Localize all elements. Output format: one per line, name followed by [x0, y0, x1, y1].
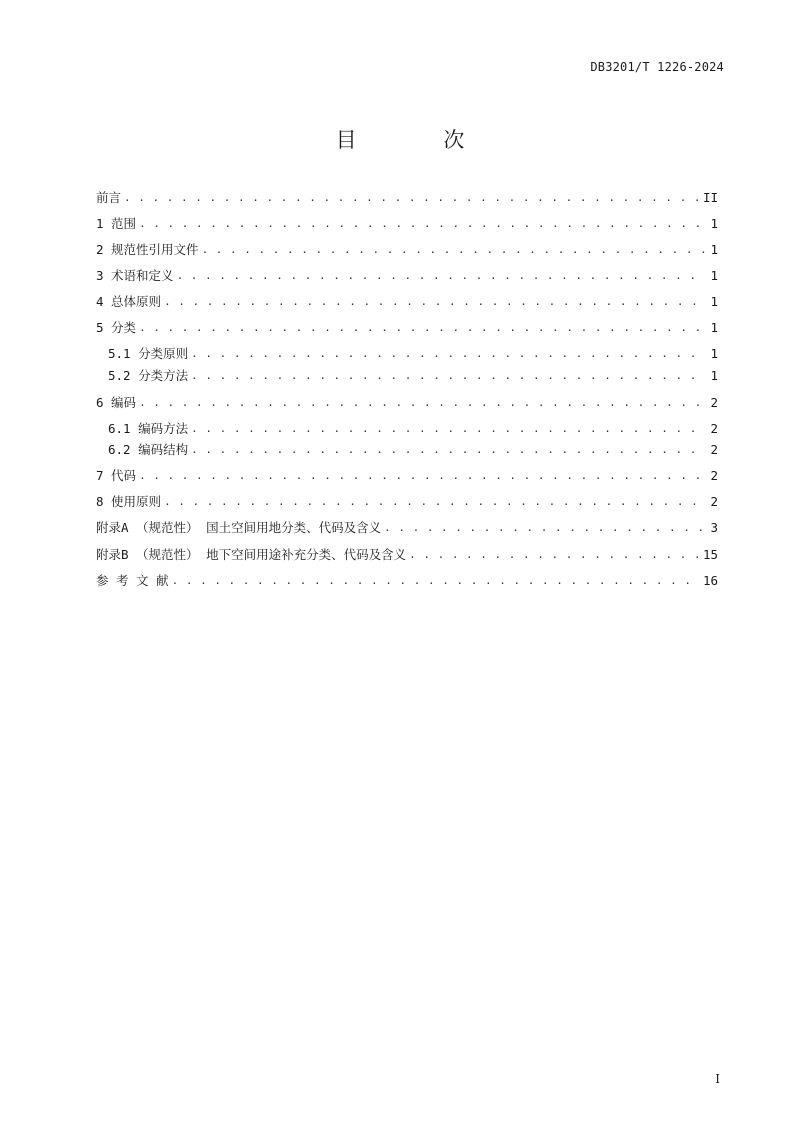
toc-dot-leader — [191, 442, 706, 458]
toc-entry-coding-structure[interactable] — [108, 442, 718, 458]
toc-entry-label: 3 术语和定义 — [96, 268, 174, 283]
toc-entry-page: 16 — [702, 573, 718, 588]
toc-entry-label: 6.1 编码方法 — [108, 421, 189, 436]
toc-entry-terms[interactable] — [96, 268, 718, 284]
toc-dot-leader — [124, 190, 699, 206]
toc-dot-leader — [177, 268, 707, 284]
toc-dot-leader — [139, 320, 706, 336]
toc-entry-page: 1 — [710, 320, 718, 335]
toc-entry-page: 2 — [710, 494, 718, 509]
toc-entry-scope[interactable] — [96, 216, 718, 232]
toc-entry-page: 1 — [710, 242, 718, 257]
toc-entry-page: 1 — [710, 346, 718, 361]
toc-entry-label: 4 总体原则 — [96, 294, 162, 309]
toc-entry-page: 3 — [710, 520, 718, 535]
toc-entry-classification-principles[interactable] — [108, 346, 718, 362]
toc-entry-label: 参 考 文 献 — [96, 573, 169, 588]
document-code: DB3201/T 1226-2024 — [590, 60, 724, 74]
toc-entry-label: 6 编码 — [96, 395, 137, 410]
toc-dot-leader — [139, 468, 706, 484]
toc-entry-page: 1 — [710, 368, 718, 383]
toc-entry-page: 1 — [710, 216, 718, 231]
toc-dot-leader — [409, 547, 699, 563]
toc-dot-leader — [139, 216, 706, 232]
toc-entry-appendix-b[interactable] — [96, 547, 718, 563]
toc-entry-foreword[interactable] — [96, 190, 718, 206]
toc-entry-label: 前言 — [96, 190, 122, 205]
toc-entry-label: 5.1 分类原则 — [108, 346, 189, 361]
toc-dot-leader — [191, 368, 706, 384]
toc-entry-label: 5 分类 — [96, 320, 137, 335]
toc-entry-label: 附录A （规范性） 国土空间用地分类、代码及含义 — [96, 520, 382, 535]
toc-entry-usage-principles[interactable] — [96, 494, 718, 510]
toc-dot-leader — [139, 395, 706, 411]
toc-entry-normative-references[interactable] — [96, 242, 718, 258]
toc-entry-page: 2 — [710, 395, 718, 410]
toc-entry-page: 2 — [710, 468, 718, 483]
toc-entry-label: 8 使用原则 — [96, 494, 162, 509]
toc-entry-codes[interactable] — [96, 468, 718, 484]
toc-entry-label: 6.2 编码结构 — [108, 442, 189, 457]
toc-dot-leader — [164, 494, 706, 510]
toc-entry-coding[interactable] — [96, 395, 718, 411]
toc-entry-page: II — [702, 190, 718, 205]
toc-dot-leader — [172, 573, 699, 589]
toc-entry-classification-methods[interactable] — [108, 368, 718, 384]
toc-entry-bibliography[interactable] — [96, 573, 718, 589]
toc-dot-leader — [202, 242, 707, 258]
toc-entry-coding-methods[interactable] — [108, 421, 718, 437]
toc-entry-page: 1 — [710, 294, 718, 309]
toc-entry-label: 5.2 分类方法 — [108, 368, 189, 383]
toc-entry-page: 1 — [710, 268, 718, 283]
toc-entry-general-principles[interactable] — [96, 294, 718, 310]
toc-entry-label: 附录B （规范性） 地下空间用途补充分类、代码及含义 — [96, 547, 407, 562]
toc-entry-label: 1 范围 — [96, 216, 137, 231]
toc-dot-leader — [164, 294, 706, 310]
toc-dot-leader — [191, 346, 706, 362]
toc-entry-page: 2 — [710, 442, 718, 457]
toc-entry-classification[interactable] — [96, 320, 718, 336]
page-number: I — [715, 1072, 720, 1086]
toc-dot-leader — [191, 421, 706, 437]
toc-entry-label: 7 代码 — [96, 468, 137, 483]
toc-dot-leader — [384, 520, 706, 536]
toc-entry-label: 2 规范性引用文件 — [96, 242, 199, 257]
toc-entry-page: 2 — [710, 421, 718, 436]
toc-entry-page: 15 — [702, 547, 718, 562]
toc-entry-appendix-a[interactable] — [96, 520, 718, 536]
page-title: 目 次 — [335, 128, 505, 152]
